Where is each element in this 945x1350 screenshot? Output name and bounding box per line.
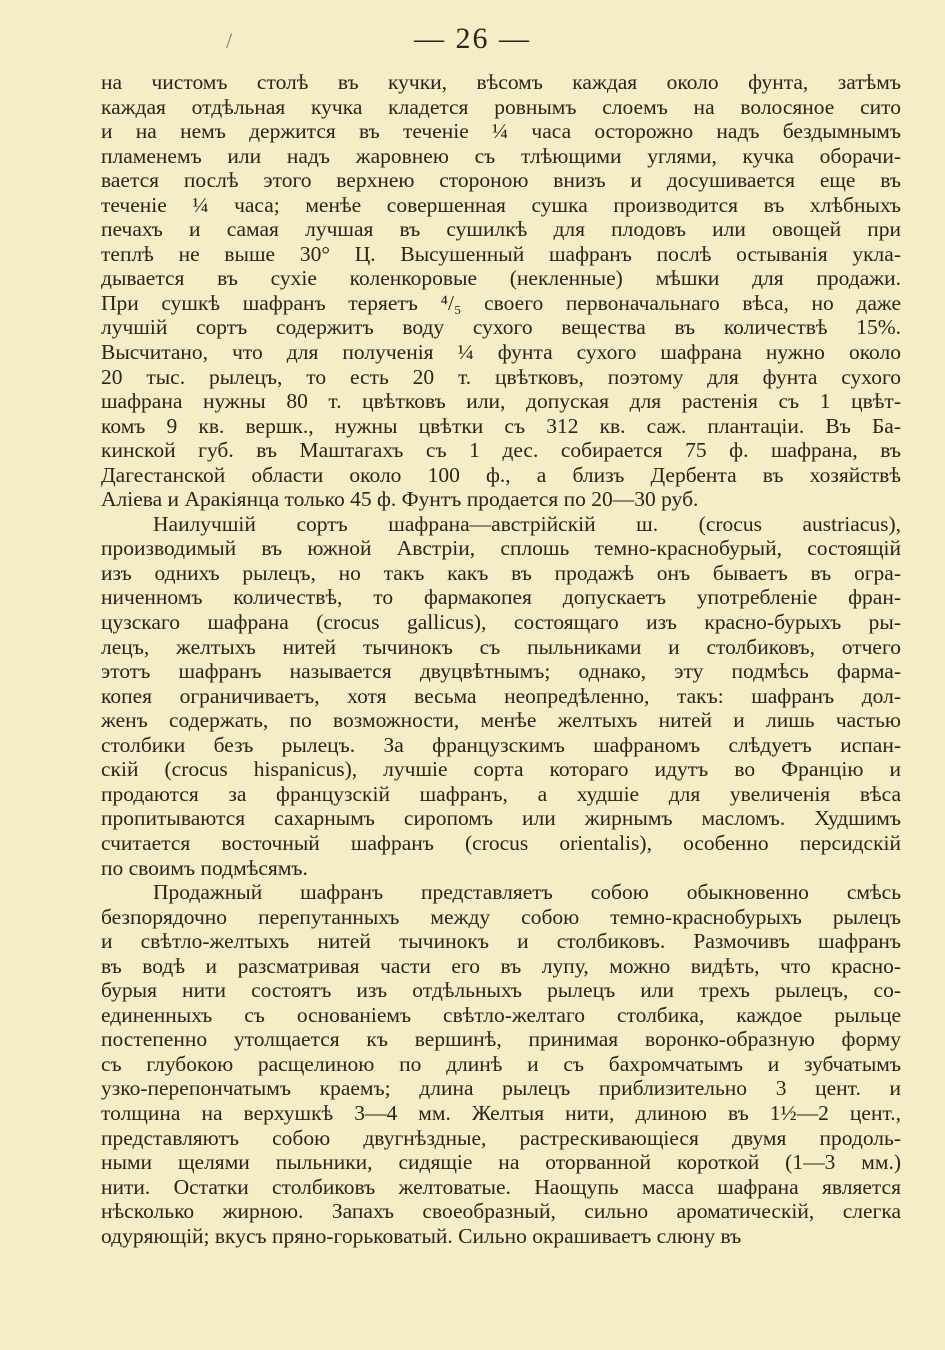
text-line: пропитываются сахарнымъ сиропомъ или жирнымъ масломъ. Худшимъ: [101, 806, 901, 831]
text-line: лучшій сортъ содержитъ воду сухого вещества въ количествѣ 15%.: [101, 315, 901, 340]
text-line: ниченномъ количествѣ, то фармакопея допускаетъ употребленіе фран-: [101, 585, 901, 610]
text-line: вается послѣ этого верхнею стороною внизъ и досушивается еще въ: [101, 168, 901, 193]
text-line: кинской губ. въ Маштагахъ съ 1 дес. собирается 75 ф. шафрана, въ: [101, 438, 901, 463]
text-line: этотъ шафранъ называется двуцвѣтнымъ; однако, эту подмѣсь фарма-: [101, 659, 901, 684]
text-line: пламенемъ или надъ жаровнею съ тлѣющими углями, кучка оборачи-: [101, 143, 901, 168]
text-line: Дагестанской области около 100 ф., а близъ Дербента въ хозяйствѣ: [101, 462, 901, 487]
text-line: шафрана нужны 80 т. цвѣтковъ или, допуская для растенія съ 1 цвѣт-: [101, 389, 901, 414]
text-line: ными щелями пыльники, сидящіе на оторванной короткой (1—3 мм.): [101, 1150, 901, 1175]
text-line: производимый въ южной Австріи, сплошь темно-краснобурый, состоящій: [101, 536, 901, 561]
text-line: безпорядочно перепутанныхъ между собою темно-краснобурыхъ рылецъ: [101, 904, 901, 929]
text-line: лецъ, желтыхъ нитей тычинокъ съ пыльниками и столбиковъ, отчего: [101, 634, 901, 659]
text-line: теплѣ не выше 30° Ц. Высушенный шафранъ послѣ остыванія укла-: [101, 241, 901, 266]
page-number: — 26 —: [414, 22, 531, 55]
text-line: одуряющій; вкусъ пряно-горьковатый. Сильно окрашиваетъ слюну въ: [101, 1223, 742, 1248]
margin-mark: /: [226, 28, 233, 53]
text-line: Аліева и Аракіянца только 45 ф. Фунтъ продается по 20—30 руб.: [101, 487, 699, 512]
text-line: Высчитано, что для полученія ¼ фунта сухого шафрана нужно около: [101, 340, 901, 365]
text-line: узко-перепончатымъ краемъ; длина рылецъ приблизительно 3 цент. и: [101, 1076, 901, 1101]
text-line: столбики безъ рылецъ. За французскимъ шафраномъ слѣдуетъ испан-: [101, 732, 901, 757]
paragraph: [101, 880, 901, 1248]
text-line: и на немъ держится въ теченіе ¼ часа осторожно надъ бездымнымъ: [101, 119, 901, 144]
text-line: нѣсколько жирною. Запахъ своеобразный, сильно ароматическій, слегка: [101, 1199, 901, 1224]
text-line: теченіе ¼ часа; менѣе совершенная сушка производится въ хлѣбныхъ: [101, 192, 901, 217]
paragraph: [101, 70, 901, 512]
text-line: бурыя нити состоятъ изъ отдѣльныхъ рылецъ или трехъ рылецъ, со-: [101, 978, 901, 1003]
text-line: женъ содержать, по возможности, менѣе желтыхъ нитей и лишь частью: [101, 708, 901, 733]
text-line: скій (crocus hispanicus), лучшіе сорта котораго идутъ во Францію и: [101, 757, 901, 782]
text-line: цузскаго шафрана (crocus gallicus), состоящаго изъ красно-бурыхъ ры-: [101, 610, 901, 635]
text-line: постепенно утолщается къ вершинѣ, принимая воронко-образную форму: [101, 1027, 901, 1052]
text-line: 20 тыс. рылецъ, то есть 20 т. цвѣтковъ, поэтому для фунта сухого: [101, 364, 901, 389]
text-line: При сушкѣ шафранъ теряетъ ⁴/₅ своего первоначальнаго вѣса, но даже: [101, 290, 901, 315]
text-line: Продажный шафранъ представляетъ собою обыкновенно смѣсь: [153, 880, 901, 905]
paragraph: [101, 512, 901, 880]
text-line: считается восточный шафранъ (crocus orientalis), особенно персидскій: [101, 830, 901, 855]
text-line: по своимъ подмѣсямъ.: [101, 855, 308, 880]
text-line: комъ 9 кв. вершк., нужны цвѣтки съ 312 кв. саж. плантаціи. Въ Ба-: [101, 413, 901, 438]
text-line: и свѣтло-желтыхъ нитей тычинокъ и столбиковъ. Размочивъ шафранъ: [101, 929, 901, 954]
text-line: представляютъ собою двугнѣздные, растрескивающіеся двумя продоль-: [101, 1125, 901, 1150]
text-line: нити. Остатки столбиковъ желтоватые. Наощупь масса шафрана является: [101, 1174, 901, 1199]
text-line: копея ограничиваетъ, хотя весьма неопредѣленно, такъ: шафранъ дол-: [101, 683, 901, 708]
text-line: печахъ и самая лучшая въ сушилкѣ для плодовъ или овощей при: [101, 217, 901, 242]
text-line: продаются за французскій шафранъ, а худшіе для увеличенія вѣса: [101, 781, 901, 806]
text-line: изъ однихъ рылецъ, но такъ какъ въ продажѣ онъ бываетъ въ огра-: [101, 560, 901, 585]
text-line: Наилучшій сортъ шафрана—австрійскій ш. (crocus austriacus),: [153, 511, 901, 536]
text-line: каждая отдѣльная кучка кладется ровнымъ слоемъ на волосяное сито: [101, 94, 901, 119]
text-line: дывается въ сухіе коленкоровые (некленные) мѣшки для продажи.: [101, 266, 901, 291]
text-line: толщина на верхушкѣ 3—4 мм. Желтыя нити, длиною въ 1½—2 цент.,: [101, 1100, 901, 1125]
body-text: [101, 70, 901, 1248]
text-line: на чистомъ столѣ въ кучки, вѣсомъ каждая около фунта, затѣмъ: [101, 70, 901, 94]
text-line: съ глубокою расщелиною по длинѣ и съ бахромчатымъ и зубчатымъ: [101, 1051, 901, 1076]
text-line: единенныхъ съ основаніемъ свѣтло-желтаго столбика, каждое рыльце: [101, 1002, 901, 1027]
text-line: въ водѣ и разсматривая части его въ лупу, можно видѣть, что красно-: [101, 953, 901, 978]
